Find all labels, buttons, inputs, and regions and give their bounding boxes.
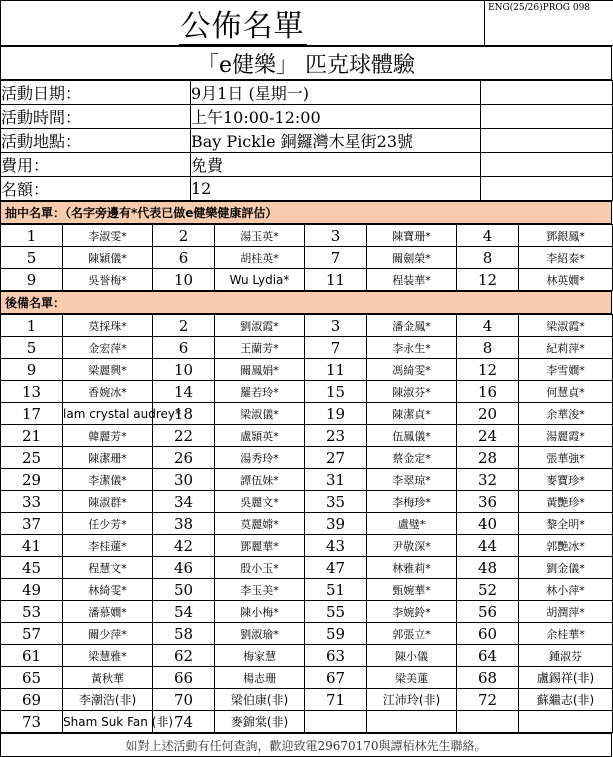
table-row — [1, 623, 613, 645]
entry-name: 江沛玲(非) — [367, 689, 457, 711]
entry-number: 2 — [153, 315, 215, 337]
entry-number: 1 — [1, 225, 63, 247]
entry-name: 蔡金定* — [367, 447, 457, 469]
entry-name: 盧錫祥(非) — [519, 667, 613, 689]
entry-name: 李淑雯* — [63, 225, 153, 247]
table-row — [1, 447, 613, 469]
entry-number: 1 — [1, 315, 63, 337]
entry-name: 梅家慧 — [215, 645, 305, 667]
table-row — [1, 667, 613, 689]
table-row — [1, 381, 613, 403]
entry-number: 69 — [1, 689, 63, 711]
entry-number: 15 — [305, 381, 367, 403]
info-label: 活動時間： — [1, 105, 191, 129]
entry-name: 關鳳娟* — [215, 359, 305, 381]
entry-number: 30 — [153, 469, 215, 491]
entry-number: 3 — [305, 225, 367, 247]
entry-name: 潘慕嫺* — [63, 601, 153, 623]
entry-number: 72 — [457, 689, 519, 711]
entry-number: 37 — [1, 513, 63, 535]
entry-name: 郭張立* — [367, 623, 457, 645]
info-label: 名額： — [1, 177, 191, 201]
entry-number: 71 — [305, 689, 367, 711]
entry-number: 6 — [153, 337, 215, 359]
entry-number: 42 — [153, 535, 215, 557]
entry-name: 郭艷冰* — [519, 535, 613, 557]
entry-name: 吳麗文* — [215, 491, 305, 513]
entry-number: 8 — [457, 247, 519, 269]
entry-name: 香婉冰* — [63, 381, 153, 403]
entry-number: 9 — [1, 359, 63, 381]
entry-number: 52 — [457, 579, 519, 601]
entry-name: 林綺雯* — [63, 579, 153, 601]
info-spacer — [481, 105, 613, 129]
entry-name: 金宏萍* — [63, 337, 153, 359]
entry-number: 47 — [305, 557, 367, 579]
info-spacer — [481, 129, 613, 153]
entry-number: 53 — [1, 601, 63, 623]
event-info — [0, 80, 613, 201]
event-table — [0, 46, 612, 80]
entry-number: 24 — [457, 425, 519, 447]
entry-number: 73 — [1, 711, 63, 733]
entry-number: 41 — [1, 535, 63, 557]
entry-name: 李梅珍* — [367, 491, 457, 513]
entry-number: 70 — [153, 689, 215, 711]
info-value: Bay Pickle 銅鑼灣木星街23號 — [191, 129, 481, 153]
entry-name: 李翠琼* — [367, 469, 457, 491]
entry-number: 7 — [305, 247, 367, 269]
entry-name: 湯麗霞* — [519, 425, 613, 447]
entry-name: 余桂華* — [519, 623, 613, 645]
entry-number: 14 — [153, 381, 215, 403]
entry-name: 鍾淑芬 — [519, 645, 613, 667]
entry-name: 陳寶珊* — [367, 225, 457, 247]
entry-number: 39 — [305, 513, 367, 535]
waitlist-section — [0, 291, 612, 314]
info-value: 9月1日 (星期一) — [191, 81, 481, 105]
entry-name: 梁淑儀* — [215, 403, 305, 425]
entry-name: 鄧麗華* — [215, 535, 305, 557]
table-row — [1, 337, 613, 359]
entry-name: 陳淑群* — [63, 491, 153, 513]
entry-name: 陳小儀 — [367, 645, 457, 667]
entry-number: 67 — [305, 667, 367, 689]
entry-number — [305, 711, 367, 733]
entry-name: 韓麗芳* — [63, 425, 153, 447]
entry-name: 李桂蓮* — [63, 535, 153, 557]
entry-name: 胡潤萍* — [519, 601, 613, 623]
entry-name: 紀莉萍* — [519, 337, 613, 359]
entry-number: 10 — [153, 269, 215, 291]
entry-name: 殷小玉* — [215, 557, 305, 579]
info-value: 免費 — [191, 153, 481, 177]
entry-name: 林英嫺* — [519, 269, 613, 291]
info-row — [1, 153, 613, 177]
table-row — [1, 225, 613, 247]
info-row — [1, 105, 613, 129]
entry-name: 劉金儀* — [519, 557, 613, 579]
entry-name: 王蘭芳* — [215, 337, 305, 359]
entry-name: 關劍榮* — [367, 247, 457, 269]
entry-number: 31 — [305, 469, 367, 491]
table-row — [1, 247, 613, 269]
entry-number: 28 — [457, 447, 519, 469]
entry-number: 62 — [153, 645, 215, 667]
entry-number: 25 — [1, 447, 63, 469]
entry-number — [457, 711, 519, 733]
entry-number: 43 — [305, 535, 367, 557]
entry-name: 李紹泰* — [519, 247, 613, 269]
entry-name: 陳潔珊* — [63, 447, 153, 469]
entry-name: 陳潔貞* — [367, 403, 457, 425]
entry-number: 11 — [305, 269, 367, 291]
entry-number: 5 — [1, 247, 63, 269]
entry-number: 5 — [1, 337, 63, 359]
entry-name: 湯玉英* — [215, 225, 305, 247]
info-row — [1, 129, 613, 153]
entry-number: 32 — [457, 469, 519, 491]
entry-name: Wu Lydia* — [215, 269, 305, 291]
entry-name: 劉淑霞* — [215, 315, 305, 337]
entry-number: 36 — [457, 491, 519, 513]
entry-name: 譚伍妹* — [215, 469, 305, 491]
entry-name: 陳淑芬* — [367, 381, 457, 403]
notice-title — [1, 1, 485, 46]
entry-name: 林小萍* — [519, 579, 613, 601]
table-row — [1, 645, 613, 667]
entry-number: 34 — [153, 491, 215, 513]
entry-number: 20 — [457, 403, 519, 425]
event-name: 「e健樂」 匹克球體驗 — [1, 47, 612, 80]
entry-number: 16 — [457, 381, 519, 403]
info-label: 費用： — [1, 153, 191, 177]
entry-name: 余華浚* — [519, 403, 613, 425]
entry-name: 莫採珠* — [63, 315, 153, 337]
entry-number: 9 — [1, 269, 63, 291]
drawn-grid — [0, 224, 613, 291]
entry-number: 23 — [305, 425, 367, 447]
entry-number: 57 — [1, 623, 63, 645]
info-spacer — [481, 81, 613, 105]
info-row — [1, 177, 613, 201]
entry-name: 張華強* — [519, 447, 613, 469]
info-spacer — [481, 177, 613, 201]
entry-number: 3 — [305, 315, 367, 337]
entry-name: 梁伯康(非) — [215, 689, 305, 711]
entry-number: 29 — [1, 469, 63, 491]
drawn-section — [0, 201, 612, 224]
entry-name: 梁慧雅* — [63, 645, 153, 667]
entry-name: 莫麗嫦* — [215, 513, 305, 535]
entry-name: 任少芳* — [63, 513, 153, 535]
entry-number: 48 — [457, 557, 519, 579]
entry-name: 麥寶珍* — [519, 469, 613, 491]
notice-title-text: 公佈名單 — [180, 9, 305, 44]
entry-name: 麥錦棠(非) — [215, 711, 305, 733]
entry-name: 李玉美* — [215, 579, 305, 601]
entry-name: 羅若玲* — [215, 381, 305, 403]
drawn-section-header: 抽中名單：（名字旁邊有*代表已做e健樂健康評估） — [1, 202, 612, 224]
table-row — [1, 579, 613, 601]
entry-name: 程装華* — [367, 269, 457, 291]
entry-name: 關少萍* — [63, 623, 153, 645]
entry-number: 50 — [153, 579, 215, 601]
entry-number: 35 — [305, 491, 367, 513]
entry-number: 63 — [305, 645, 367, 667]
entry-name: 劉淑瑜* — [215, 623, 305, 645]
entry-number: 11 — [305, 359, 367, 381]
entry-name: Sham Suk Fan (非) — [63, 711, 153, 733]
entry-number: 45 — [1, 557, 63, 579]
entry-name: 陳穎儀* — [63, 247, 153, 269]
entry-name: 甄婉華* — [367, 579, 457, 601]
entry-number: 60 — [457, 623, 519, 645]
entry-number: 61 — [1, 645, 63, 667]
info-spacer — [481, 153, 613, 177]
entry-name: 馮綺雯* — [367, 359, 457, 381]
entry-name: 黎全明* — [519, 513, 613, 535]
header-table — [0, 0, 613, 46]
entry-name: 陳小梅* — [215, 601, 305, 623]
entry-number: 68 — [457, 667, 519, 689]
footer-table — [0, 733, 612, 757]
footer-note: 如對上述活動有任何查詢，歡迎致電29670170與譚栢林先生聯絡。 — [1, 734, 612, 757]
entry-name: 李永生* — [367, 337, 457, 359]
table-row — [1, 601, 613, 623]
entry-number: 51 — [305, 579, 367, 601]
table-row — [1, 491, 613, 513]
entry-name: 潘金鳳* — [367, 315, 457, 337]
table-row — [1, 425, 613, 447]
entry-name: 湯秀玲* — [215, 447, 305, 469]
entry-number: 6 — [153, 247, 215, 269]
entry-name — [367, 711, 457, 733]
reference-code: ENG(25/26)PROG 098 — [485, 1, 613, 46]
entry-number: 12 — [457, 269, 519, 291]
entry-name: 李雪嫺* — [519, 359, 613, 381]
entry-number: 54 — [153, 601, 215, 623]
table-row — [1, 557, 613, 579]
waitlist-section-header: 後備名單： — [1, 292, 612, 314]
entry-name: 楊志珊 — [215, 667, 305, 689]
entry-number: 7 — [305, 337, 367, 359]
entry-number: 58 — [153, 623, 215, 645]
entry-name: 林雅莉* — [367, 557, 457, 579]
entry-number: 56 — [457, 601, 519, 623]
entry-number: 55 — [305, 601, 367, 623]
table-row — [1, 689, 613, 711]
entry-name: 何慧貞* — [519, 381, 613, 403]
table-row — [1, 315, 613, 337]
entry-name: 梁淑霞* — [519, 315, 613, 337]
table-row — [1, 359, 613, 381]
table-row — [1, 711, 613, 733]
table-row — [1, 535, 613, 557]
entry-number: 40 — [457, 513, 519, 535]
entry-number: 38 — [153, 513, 215, 535]
waitlist-grid — [0, 314, 613, 733]
entry-number: 27 — [305, 447, 367, 469]
entry-name: 蘇繼志(非) — [519, 689, 613, 711]
entry-number: 59 — [305, 623, 367, 645]
entry-name: 李潮浩(非) — [63, 689, 153, 711]
info-value: 12 — [191, 177, 481, 201]
entry-number: 13 — [1, 381, 63, 403]
table-row — [1, 513, 613, 535]
entry-name: 李潔儀* — [63, 469, 153, 491]
entry-number: 66 — [153, 667, 215, 689]
entry-number: 49 — [1, 579, 63, 601]
info-label: 活動日期： — [1, 81, 191, 105]
table-row — [1, 403, 613, 425]
entry-number: 17 — [1, 403, 63, 425]
entry-number: 74 — [153, 711, 215, 733]
entry-name: 胡桂英* — [215, 247, 305, 269]
table-row — [1, 469, 613, 491]
entry-name: 黃艷珍* — [519, 491, 613, 513]
entry-number: 21 — [1, 425, 63, 447]
entry-name: 尹敬深* — [367, 535, 457, 557]
entry-name: 伍鳳儀* — [367, 425, 457, 447]
entry-name: 梁美蓮 — [367, 667, 457, 689]
entry-number: 26 — [153, 447, 215, 469]
entry-number: 44 — [457, 535, 519, 557]
entry-name: 黃秋華 — [63, 667, 153, 689]
entry-name: lam crystal audrey* — [63, 403, 153, 425]
entry-number: 2 — [153, 225, 215, 247]
entry-number: 46 — [153, 557, 215, 579]
entry-name: 吳誉梅* — [63, 269, 153, 291]
entry-number: 19 — [305, 403, 367, 425]
entry-name: 盧頴英* — [215, 425, 305, 447]
info-label: 活動地點： — [1, 129, 191, 153]
entry-number: 22 — [153, 425, 215, 447]
entry-name: 梁麗興* — [63, 359, 153, 381]
entry-name — [519, 711, 613, 733]
info-row — [1, 81, 613, 105]
table-row — [1, 269, 613, 291]
entry-number: 8 — [457, 337, 519, 359]
entry-number: 64 — [457, 645, 519, 667]
entry-number: 4 — [457, 225, 519, 247]
entry-number: 33 — [1, 491, 63, 513]
entry-name: 鄧銀鳳* — [519, 225, 613, 247]
entry-name: 李婉鈴* — [367, 601, 457, 623]
entry-number: 12 — [457, 359, 519, 381]
entry-number: 10 — [153, 359, 215, 381]
entry-number: 18 — [153, 403, 215, 425]
info-value: 上午10:00-12:00 — [191, 105, 481, 129]
entry-number: 4 — [457, 315, 519, 337]
entry-name: 程慧文* — [63, 557, 153, 579]
entry-number: 65 — [1, 667, 63, 689]
entry-name: 盧璧* — [367, 513, 457, 535]
